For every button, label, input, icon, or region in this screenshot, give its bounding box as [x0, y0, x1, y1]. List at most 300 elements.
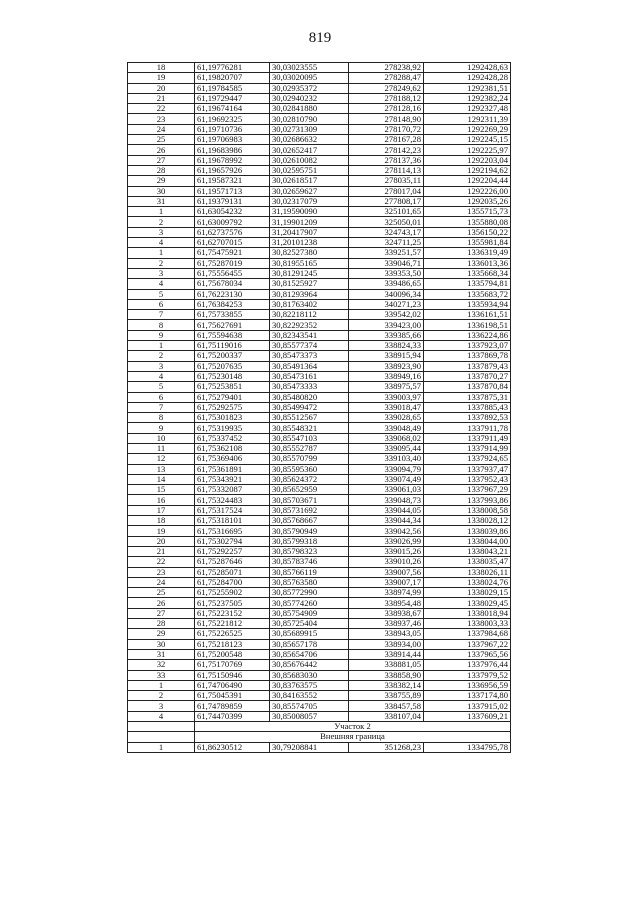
longitude-cell: 30,03023555 — [270, 63, 349, 73]
table-row — [128, 567, 511, 577]
x-coordinate-cell: 324711,25 — [349, 238, 424, 248]
point-number-cell: 17 — [128, 505, 195, 515]
point-number-cell: 27 — [128, 155, 195, 165]
x-coordinate-cell: 339103,40 — [349, 454, 424, 464]
x-coordinate-cell: 339048,73 — [349, 495, 424, 505]
point-number-cell: 24 — [128, 577, 195, 587]
latitude-cell: 61,62737576 — [195, 227, 270, 237]
latitude-cell: 61,19692325 — [195, 114, 270, 124]
longitude-cell: 30,85473373 — [270, 351, 349, 361]
table-row — [128, 176, 511, 186]
longitude-cell: 30,81291245 — [270, 268, 349, 278]
table-row — [128, 464, 511, 474]
section-label: Участок 2 — [195, 722, 511, 732]
table-row — [128, 351, 511, 361]
y-coordinate-cell: 1292428,28 — [424, 73, 511, 83]
longitude-cell: 30,79208841 — [270, 742, 349, 752]
point-number-cell: 29 — [128, 176, 195, 186]
point-number-cell: 31 — [128, 196, 195, 206]
table-row — [128, 310, 511, 320]
point-number-cell: 25 — [128, 135, 195, 145]
point-number-cell: 15 — [128, 485, 195, 495]
table-row — [128, 392, 511, 402]
table-row — [128, 104, 511, 114]
y-coordinate-cell: 1292269,29 — [424, 124, 511, 134]
latitude-cell: 61,75226525 — [195, 629, 270, 639]
longitude-cell: 30,02731309 — [270, 124, 349, 134]
table-row — [128, 341, 511, 351]
latitude-cell: 61,75287019 — [195, 258, 270, 268]
longitude-cell: 30,85768667 — [270, 516, 349, 526]
y-coordinate-cell: 1292382,24 — [424, 93, 511, 103]
x-coordinate-cell: 339074,49 — [349, 474, 424, 484]
table-row — [128, 516, 511, 526]
point-number-cell: 26 — [128, 598, 195, 608]
table-row — [128, 217, 511, 227]
y-coordinate-cell: 1337875,31 — [424, 392, 511, 402]
x-coordinate-cell: 338974,99 — [349, 588, 424, 598]
latitude-cell: 61,86230512 — [195, 742, 270, 752]
y-coordinate-cell: 1337984,68 — [424, 629, 511, 639]
y-coordinate-cell: 1337914,99 — [424, 443, 511, 453]
y-coordinate-cell: 1292245,15 — [424, 135, 511, 145]
x-coordinate-cell: 338949,16 — [349, 371, 424, 381]
point-number-cell: 30 — [128, 186, 195, 196]
point-number-cell: 26 — [128, 145, 195, 155]
y-coordinate-cell: 1337967,22 — [424, 639, 511, 649]
x-coordinate-cell: 339068,02 — [349, 433, 424, 443]
latitude-cell: 61,75556455 — [195, 268, 270, 278]
table-row — [128, 588, 511, 598]
table-row — [128, 680, 511, 690]
y-coordinate-cell: 1337923,07 — [424, 341, 511, 351]
longitude-cell: 30,02686632 — [270, 135, 349, 145]
latitude-cell: 61,75316695 — [195, 526, 270, 536]
y-coordinate-cell: 1292035,26 — [424, 196, 511, 206]
table-row — [128, 268, 511, 278]
point-number-cell: 4 — [128, 371, 195, 381]
table-row — [128, 258, 511, 268]
x-coordinate-cell: 339061,03 — [349, 485, 424, 495]
y-coordinate-cell: 1337174,80 — [424, 691, 511, 701]
y-coordinate-cell: 1338018,94 — [424, 608, 511, 618]
x-coordinate-cell: 338914,44 — [349, 649, 424, 659]
y-coordinate-cell: 1355880,08 — [424, 217, 511, 227]
point-number-cell: 5 — [128, 289, 195, 299]
longitude-cell: 30,85703671 — [270, 495, 349, 505]
table-row — [128, 93, 511, 103]
longitude-cell: 30,85577374 — [270, 341, 349, 351]
subsection-label-row — [128, 732, 511, 742]
longitude-cell: 30,85570799 — [270, 454, 349, 464]
x-coordinate-cell: 338858,90 — [349, 670, 424, 680]
longitude-cell: 31,19590090 — [270, 207, 349, 217]
y-coordinate-cell: 1337869,78 — [424, 351, 511, 361]
y-coordinate-cell: 1335668,34 — [424, 268, 511, 278]
y-coordinate-cell: 1338043,21 — [424, 546, 511, 556]
point-number-cell: 28 — [128, 619, 195, 629]
point-number-cell: 1 — [128, 248, 195, 258]
x-coordinate-cell: 338881,05 — [349, 660, 424, 670]
latitude-cell: 61,75253851 — [195, 382, 270, 392]
y-coordinate-cell: 1338035,47 — [424, 557, 511, 567]
longitude-cell: 30,85595360 — [270, 464, 349, 474]
point-number-cell: 2 — [128, 691, 195, 701]
table-row — [128, 557, 511, 567]
point-number-cell: 23 — [128, 567, 195, 577]
y-coordinate-cell: 1338029,45 — [424, 598, 511, 608]
table-row — [128, 619, 511, 629]
table-row — [128, 289, 511, 299]
y-coordinate-cell: 1337892,53 — [424, 413, 511, 423]
latitude-cell: 61,62707015 — [195, 238, 270, 248]
point-number-cell: 14 — [128, 474, 195, 484]
y-coordinate-cell: 1338028,12 — [424, 516, 511, 526]
longitude-cell: 30,02810790 — [270, 114, 349, 124]
point-number-cell: 3 — [128, 701, 195, 711]
table-row — [128, 629, 511, 639]
table-row — [128, 279, 511, 289]
longitude-cell: 30,85473161 — [270, 371, 349, 381]
latitude-cell: 61,75369406 — [195, 454, 270, 464]
longitude-cell: 30,85547103 — [270, 433, 349, 443]
x-coordinate-cell: 278167,28 — [349, 135, 424, 145]
table-row — [128, 371, 511, 381]
latitude-cell: 61,75287646 — [195, 557, 270, 567]
point-number-cell: 16 — [128, 495, 195, 505]
point-number-cell: 21 — [128, 93, 195, 103]
x-coordinate-cell: 339010,26 — [349, 557, 424, 567]
point-number-cell: 28 — [128, 165, 195, 175]
x-coordinate-cell: 338937,46 — [349, 619, 424, 629]
x-coordinate-cell: 278170,72 — [349, 124, 424, 134]
x-coordinate-cell: 339095,44 — [349, 443, 424, 453]
x-coordinate-cell: 278035,11 — [349, 176, 424, 186]
point-number-cell: 4 — [128, 238, 195, 248]
latitude-cell: 61,75150946 — [195, 670, 270, 680]
table-row — [128, 248, 511, 258]
table-row — [128, 639, 511, 649]
point-number-cell: 9 — [128, 423, 195, 433]
y-coordinate-cell: 1336224,86 — [424, 330, 511, 340]
point-number-cell: 12 — [128, 454, 195, 464]
y-coordinate-cell: 1338039,86 — [424, 526, 511, 536]
x-coordinate-cell: 339007,17 — [349, 577, 424, 587]
table-row — [128, 196, 511, 206]
point-number-cell: 11 — [128, 443, 195, 453]
latitude-cell: 61,75678034 — [195, 279, 270, 289]
x-coordinate-cell: 278148,90 — [349, 114, 424, 124]
x-coordinate-cell: 278249,62 — [349, 83, 424, 93]
latitude-cell: 61,75302794 — [195, 536, 270, 546]
y-coordinate-cell: 1337870,84 — [424, 382, 511, 392]
x-coordinate-cell: 339007,56 — [349, 567, 424, 577]
x-coordinate-cell: 339486,65 — [349, 279, 424, 289]
latitude-cell: 61,75475921 — [195, 248, 270, 258]
longitude-cell: 30,85725404 — [270, 619, 349, 629]
coordinates-table-body — [128, 63, 511, 753]
latitude-cell: 61,74789859 — [195, 701, 270, 711]
x-coordinate-cell: 340096,34 — [349, 289, 424, 299]
latitude-cell: 61,75285071 — [195, 567, 270, 577]
point-number-cell: 2 — [128, 258, 195, 268]
table-row — [128, 505, 511, 515]
y-coordinate-cell: 1336319,49 — [424, 248, 511, 258]
latitude-cell: 61,75292257 — [195, 546, 270, 556]
latitude-cell: 61,75200337 — [195, 351, 270, 361]
latitude-cell: 61,19706983 — [195, 135, 270, 145]
latitude-cell: 61,19571713 — [195, 186, 270, 196]
point-number-cell: 19 — [128, 73, 195, 83]
table-row — [128, 701, 511, 711]
table-row — [128, 402, 511, 412]
empty-cell — [128, 722, 195, 732]
longitude-cell: 30,85689915 — [270, 629, 349, 639]
longitude-cell: 30,81955165 — [270, 258, 349, 268]
x-coordinate-cell: 338915,94 — [349, 351, 424, 361]
latitude-cell: 61,19678992 — [195, 155, 270, 165]
latitude-cell: 61,75324483 — [195, 495, 270, 505]
longitude-cell: 30,85008057 — [270, 711, 349, 721]
point-number-cell: 20 — [128, 536, 195, 546]
table-row — [128, 577, 511, 587]
table-row — [128, 73, 511, 83]
longitude-cell: 30,85731692 — [270, 505, 349, 515]
latitude-cell: 61,75221812 — [195, 619, 270, 629]
y-coordinate-cell: 1292203,04 — [424, 155, 511, 165]
point-number-cell: 13 — [128, 464, 195, 474]
y-coordinate-cell: 1337911,78 — [424, 423, 511, 433]
x-coordinate-cell: 278142,23 — [349, 145, 424, 155]
table-row — [128, 660, 511, 670]
y-coordinate-cell: 1334795,78 — [424, 742, 511, 752]
x-coordinate-cell: 338934,00 — [349, 639, 424, 649]
longitude-cell: 30,85654706 — [270, 649, 349, 659]
longitude-cell: 30,85683030 — [270, 670, 349, 680]
latitude-cell: 61,63009792 — [195, 217, 270, 227]
latitude-cell: 61,76384253 — [195, 299, 270, 309]
x-coordinate-cell: 278017,04 — [349, 186, 424, 196]
y-coordinate-cell: 1338024,76 — [424, 577, 511, 587]
point-number-cell: 29 — [128, 629, 195, 639]
longitude-cell: 30,85790949 — [270, 526, 349, 536]
latitude-cell: 61,75284700 — [195, 577, 270, 587]
point-number-cell: 22 — [128, 557, 195, 567]
point-number-cell: 24 — [128, 124, 195, 134]
longitude-cell: 30,82292352 — [270, 320, 349, 330]
table-row — [128, 495, 511, 505]
longitude-cell: 30,85480820 — [270, 392, 349, 402]
point-number-cell: 18 — [128, 63, 195, 73]
x-coordinate-cell: 339003,97 — [349, 392, 424, 402]
latitude-cell: 61,74470399 — [195, 711, 270, 721]
longitude-cell: 30,02940232 — [270, 93, 349, 103]
table-row — [128, 454, 511, 464]
x-coordinate-cell: 338755,89 — [349, 691, 424, 701]
y-coordinate-cell: 1292204,44 — [424, 176, 511, 186]
longitude-cell: 30,03020095 — [270, 73, 349, 83]
latitude-cell: 61,19674164 — [195, 104, 270, 114]
point-number-cell: 18 — [128, 516, 195, 526]
table-row — [128, 485, 511, 495]
point-number-cell: 3 — [128, 227, 195, 237]
point-number-cell: 10 — [128, 433, 195, 443]
x-coordinate-cell: 338923,90 — [349, 361, 424, 371]
latitude-cell: 61,75170769 — [195, 660, 270, 670]
longitude-cell: 30,85763580 — [270, 577, 349, 587]
latitude-cell: 61,75319935 — [195, 423, 270, 433]
table-row — [128, 649, 511, 659]
table-row — [128, 207, 511, 217]
point-number-cell: 31 — [128, 649, 195, 659]
latitude-cell: 61,75119016 — [195, 341, 270, 351]
x-coordinate-cell: 338954,48 — [349, 598, 424, 608]
longitude-cell: 31,19901209 — [270, 217, 349, 227]
latitude-cell: 61,75301823 — [195, 413, 270, 423]
point-number-cell: 6 — [128, 299, 195, 309]
y-coordinate-cell: 1337967,29 — [424, 485, 511, 495]
empty-cell — [128, 732, 195, 742]
table-row — [128, 63, 511, 73]
longitude-cell: 30,85657178 — [270, 639, 349, 649]
latitude-cell: 61,75292575 — [195, 402, 270, 412]
y-coordinate-cell: 1338008,58 — [424, 505, 511, 515]
longitude-cell: 30,83763575 — [270, 680, 349, 690]
x-coordinate-cell: 338382,14 — [349, 680, 424, 690]
point-number-cell: 3 — [128, 361, 195, 371]
point-number-cell: 22 — [128, 104, 195, 114]
x-coordinate-cell: 325101,65 — [349, 207, 424, 217]
longitude-cell: 30,81763402 — [270, 299, 349, 309]
y-coordinate-cell: 1337976,44 — [424, 660, 511, 670]
table-row — [128, 124, 511, 134]
x-coordinate-cell: 278288,47 — [349, 73, 424, 83]
x-coordinate-cell: 277808,17 — [349, 196, 424, 206]
point-number-cell: 19 — [128, 526, 195, 536]
longitude-cell: 30,85799318 — [270, 536, 349, 546]
point-number-cell: 8 — [128, 320, 195, 330]
table-row — [128, 670, 511, 680]
latitude-cell: 61,75318101 — [195, 516, 270, 526]
table-row — [128, 691, 511, 701]
y-coordinate-cell: 1337979,52 — [424, 670, 511, 680]
table-row — [128, 186, 511, 196]
point-number-cell: 7 — [128, 402, 195, 412]
point-number-cell: 5 — [128, 382, 195, 392]
latitude-cell: 61,19820707 — [195, 73, 270, 83]
table-row — [128, 598, 511, 608]
longitude-cell: 30,02659627 — [270, 186, 349, 196]
latitude-cell: 61,74706490 — [195, 680, 270, 690]
y-coordinate-cell: 1356150,22 — [424, 227, 511, 237]
latitude-cell: 61,75733855 — [195, 310, 270, 320]
point-number-cell: 9 — [128, 330, 195, 340]
latitude-cell: 61,75627691 — [195, 320, 270, 330]
latitude-cell: 61,75594638 — [195, 330, 270, 340]
longitude-cell: 30,85676442 — [270, 660, 349, 670]
table-row — [128, 83, 511, 93]
latitude-cell: 61,19379131 — [195, 196, 270, 206]
x-coordinate-cell: 339018,47 — [349, 402, 424, 412]
y-coordinate-cell: 1338026,11 — [424, 567, 511, 577]
y-coordinate-cell: 1292225,97 — [424, 145, 511, 155]
table-row — [128, 546, 511, 556]
longitude-cell: 30,82527380 — [270, 248, 349, 258]
y-coordinate-cell: 1336013,36 — [424, 258, 511, 268]
latitude-cell: 61,63054232 — [195, 207, 270, 217]
y-coordinate-cell: 1337885,43 — [424, 402, 511, 412]
x-coordinate-cell: 339542,02 — [349, 310, 424, 320]
y-coordinate-cell: 1355981,84 — [424, 238, 511, 248]
latitude-cell: 61,19710736 — [195, 124, 270, 134]
point-number-cell: 1 — [128, 207, 195, 217]
point-number-cell: 2 — [128, 217, 195, 227]
x-coordinate-cell: 338457,58 — [349, 701, 424, 711]
y-coordinate-cell: 1337879,43 — [424, 361, 511, 371]
coordinates-table — [127, 62, 511, 753]
point-number-cell: 30 — [128, 639, 195, 649]
latitude-cell: 61,19784585 — [195, 83, 270, 93]
table-row — [128, 145, 511, 155]
table-row — [128, 474, 511, 484]
y-coordinate-cell: 1337911,49 — [424, 433, 511, 443]
x-coordinate-cell: 340271,23 — [349, 299, 424, 309]
x-coordinate-cell: 278114,13 — [349, 165, 424, 175]
table-row — [128, 608, 511, 618]
longitude-cell: 30,85766119 — [270, 567, 349, 577]
table-row — [128, 299, 511, 309]
table-row — [128, 155, 511, 165]
x-coordinate-cell: 278238,92 — [349, 63, 424, 73]
latitude-cell: 61,76223130 — [195, 289, 270, 299]
latitude-cell: 61,75207635 — [195, 361, 270, 371]
table-row — [128, 135, 511, 145]
longitude-cell: 30,85783746 — [270, 557, 349, 567]
y-coordinate-cell: 1355715,73 — [424, 207, 511, 217]
longitude-cell: 30,02317079 — [270, 196, 349, 206]
longitude-cell: 30,02841880 — [270, 104, 349, 114]
longitude-cell: 30,02652417 — [270, 145, 349, 155]
longitude-cell: 30,02595751 — [270, 165, 349, 175]
point-number-cell: 21 — [128, 546, 195, 556]
x-coordinate-cell: 339353,50 — [349, 268, 424, 278]
point-number-cell: 6 — [128, 392, 195, 402]
x-coordinate-cell: 339046,71 — [349, 258, 424, 268]
latitude-cell: 61,75223152 — [195, 608, 270, 618]
longitude-cell: 30,81293964 — [270, 289, 349, 299]
y-coordinate-cell: 1292311,39 — [424, 114, 511, 124]
x-coordinate-cell: 339044,34 — [349, 516, 424, 526]
latitude-cell: 61,19683986 — [195, 145, 270, 155]
table-row — [128, 238, 511, 248]
latitude-cell: 61,75362108 — [195, 443, 270, 453]
x-coordinate-cell: 324743,17 — [349, 227, 424, 237]
y-coordinate-cell: 1337924,65 — [424, 454, 511, 464]
point-number-cell: 33 — [128, 670, 195, 680]
table-row — [128, 711, 511, 721]
table-row — [128, 413, 511, 423]
x-coordinate-cell: 351268,23 — [349, 742, 424, 752]
subsection-label: Внешняя граница — [195, 732, 511, 742]
y-coordinate-cell: 1335794,81 — [424, 279, 511, 289]
y-coordinate-cell: 1292194,62 — [424, 165, 511, 175]
y-coordinate-cell: 1338029,15 — [424, 588, 511, 598]
latitude-cell: 61,75361891 — [195, 464, 270, 474]
x-coordinate-cell: 339094,79 — [349, 464, 424, 474]
table-row — [128, 330, 511, 340]
x-coordinate-cell: 339251,57 — [349, 248, 424, 258]
y-coordinate-cell: 1292381,51 — [424, 83, 511, 93]
